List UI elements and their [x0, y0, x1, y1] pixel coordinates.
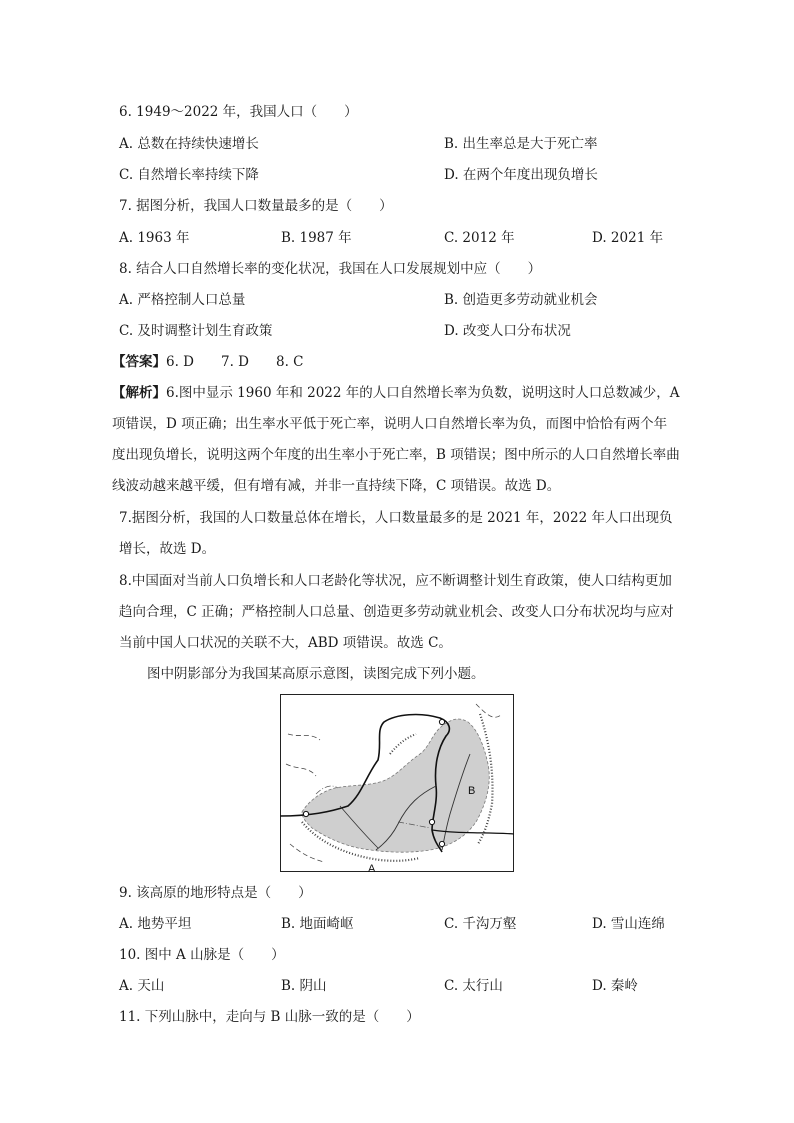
city-marker — [439, 841, 444, 846]
answer-label: 【答案】 — [112, 354, 166, 370]
map-intro: 图中阴影部分为我国某高原示意图，读图完成下列小题。 — [147, 666, 485, 682]
q9-option-d: D. 雪山连绵 — [592, 916, 665, 932]
question-8-stem: 8. 结合人口自然增长率的变化状况，我国在人口发展规划中应（ ） — [119, 261, 542, 277]
q10-option-c: C. 太行山 — [444, 978, 503, 994]
city-marker — [439, 719, 444, 724]
question-10-stem: 10. 图中 A 山脉是（ ） — [119, 947, 285, 963]
map-label-b: B — [468, 785, 476, 797]
q8-option-b: B. 创造更多劳动就业机会 — [444, 292, 598, 308]
question-9-stem: 9. 该高原的地形特点是（ ） — [119, 885, 312, 901]
q8-option-c: C. 及时调整计划生育政策 — [119, 323, 273, 339]
q6-option-b: B. 出生率总是大于死亡率 — [444, 136, 598, 152]
analysis-q7: 7.据图分析，我国的人口数量总体在增长，人口数量最多的是 2021 年，2022 年人口出现负增长，故选 D。 — [119, 510, 673, 557]
question-11-stem: 11. 下列山脉中，走向与 B 山脉一致的是（ ） — [119, 1009, 420, 1025]
analysis-q6: 【解析】6.图中显示 1960 年和 2022 年的人口自然增长率为负数，说明这时人口总数减少，A 项错误，D 项正确；出生率水平低于死亡率，说明人口自然增长率为负，而图中恰恰有两个年度出现负增长，说明这两个年度的出生率小于死亡率，B 项错误；图中所示的人口自然增长率曲线波动越来越平缓，但有增有减，并非一直持续下降，C 项错误。故选 D。 — [112, 385, 680, 494]
plateau-map — [280, 694, 514, 872]
q10-option-a: A. 天山 — [119, 978, 165, 994]
answer-text: 6. D 7. D 8. C — [166, 354, 304, 370]
q6-option-c: C. 自然增长率持续下降 — [119, 167, 259, 183]
q10-option-b: B. 阴山 — [281, 978, 327, 994]
q6-option-a: A. 总数在持续快速增长 — [119, 136, 259, 152]
city-marker — [429, 819, 434, 824]
question-6-stem: 6. 1949～2022 年，我国人口（ ） — [119, 104, 358, 120]
q9-option-c: C. 千沟万壑 — [444, 916, 517, 932]
map-label-a: A — [368, 863, 376, 872]
q6-option-d: D. 在两个年度出现负增长 — [444, 167, 598, 183]
analysis-label: 【解析】 — [112, 385, 166, 401]
q7-option-a: A. 1963 年 — [119, 230, 190, 246]
question-7-stem: 7. 据图分析，我国人口数量最多的是（ ） — [119, 198, 393, 214]
answer-line — [112, 353, 304, 371]
q8-option-a: A. 严格控制人口总量 — [119, 292, 246, 308]
analysis-q8: 8.中国面对当前人口负增长和人口老龄化等状况，应不断调整计划生育政策，使人口结构更加趋向合理，C 正确；严格控制人口总量、创造更多劳动就业机会、改变人口分布状况均与应对当前中国人口状况的关联不大，ABD 项错误。故选 C。 — [119, 573, 674, 651]
q7-option-c: C. 2012 年 — [444, 230, 515, 246]
q9-option-b: B. 地面崎岖 — [281, 916, 354, 932]
q7-option-d: D. 2021 年 — [592, 230, 664, 246]
q7-option-b: B. 1987 年 — [281, 230, 352, 246]
q10-option-d: D. 秦岭 — [592, 978, 638, 994]
city-marker — [303, 811, 308, 816]
q8-option-d: D. 改变人口分布状况 — [444, 323, 571, 339]
q9-option-a: A. 地势平坦 — [119, 916, 192, 932]
